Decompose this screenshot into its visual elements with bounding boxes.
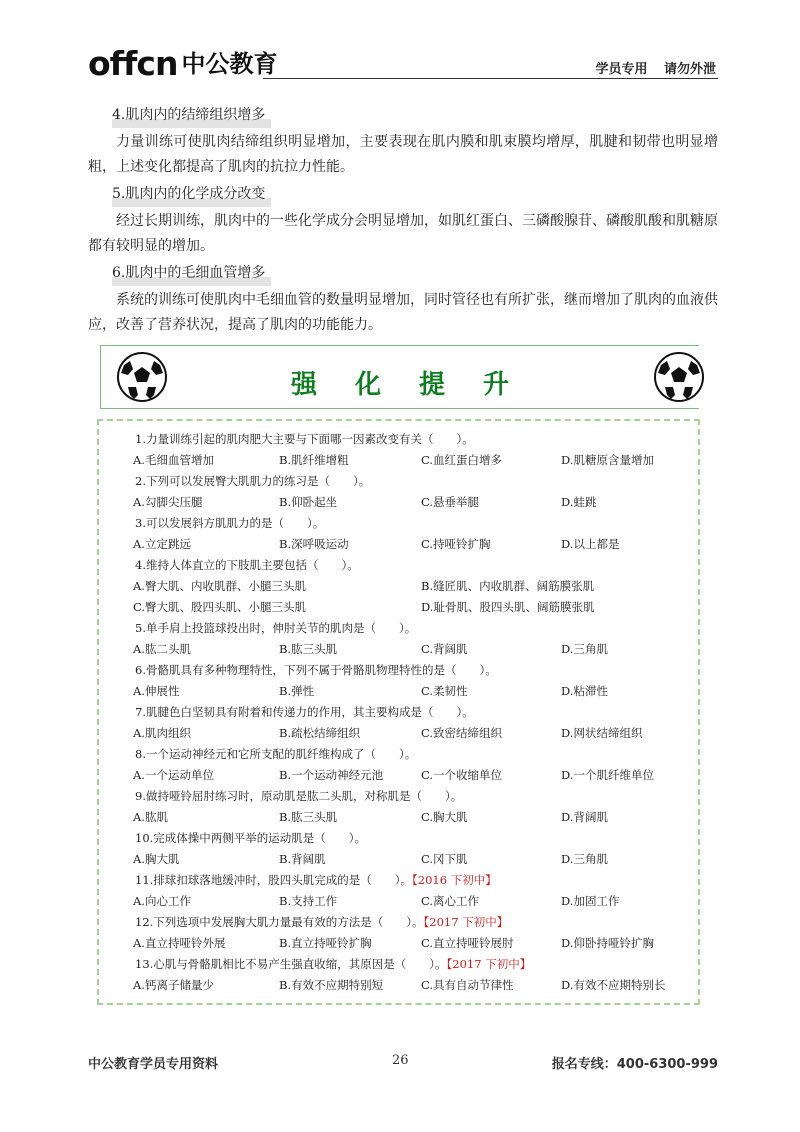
answer-option[interactable]: D.仰卧持哑铃扩胸 <box>561 936 654 950</box>
question-text: 5.单手肩上投篮球投出时，伸肘关节的肌肉是（ ）。 <box>135 621 417 635</box>
question-text: 7.肌腱色白坚韧具有附着和传递力的作用，其主要构成是（ ）。 <box>135 705 474 719</box>
question-stem <box>99 513 698 533</box>
section <box>88 182 718 259</box>
answer-option[interactable]: B.仰卧起坐 <box>279 495 338 509</box>
question-stem <box>99 954 698 974</box>
logo-cn-text: 中公教育 <box>181 50 278 78</box>
footer-left: 中公教育学员专用资料 <box>88 1057 219 1072</box>
footer-hotline: 报名专线：400-6300-999 <box>551 1057 718 1072</box>
section-paragraph: 系统的训练可使肌肉中毛细血管的数量明显增加，同时管径也有所扩张，继而增加了肌肉的血液供应，改善了营养状况，提高了肌肉的功能能力。 <box>88 292 718 333</box>
question-text: 10.完成体操中两侧平举的运动肌是（ ）。 <box>135 831 367 845</box>
answer-option[interactable]: C.一个收缩单位 <box>421 768 503 782</box>
answer-option[interactable]: C.柔韧性 <box>421 684 468 698</box>
answer-option[interactable]: C.血红蛋白增多 <box>421 453 503 467</box>
options-row <box>99 975 698 995</box>
answer-option[interactable]: B.深呼吸运动 <box>279 537 349 551</box>
exam-source-tag: 【2016 下初中】 <box>412 873 497 887</box>
section-heading: 4.肌肉内的结缔组织增多 <box>112 103 265 128</box>
answer-option[interactable]: D.三角肌 <box>561 852 608 866</box>
answer-option[interactable]: C.悬垂举腿 <box>421 495 480 509</box>
answer-option[interactable]: D.耻骨肌、股四头肌、阔筋膜张肌 <box>421 600 595 614</box>
answer-option[interactable]: C.具有自动节律性 <box>421 978 514 992</box>
answer-option[interactable]: B.有效不应期特别短 <box>279 978 384 992</box>
answer-option[interactable]: D.以上都是 <box>561 537 620 551</box>
logo-text: offcn <box>88 44 178 83</box>
answer-option[interactable]: A.肌肉组织 <box>133 726 191 740</box>
options-row <box>99 576 698 596</box>
question-text: 4.维持人体直立的下肢肌主要包括（ ）。 <box>135 558 359 572</box>
options-row <box>99 765 698 785</box>
options-row <box>99 723 698 743</box>
question-stem <box>99 870 698 890</box>
question-text: 1.力量训练引起的肌肉肥大主要与下面哪一因素改变有关（ ）。 <box>135 432 474 446</box>
answer-option[interactable]: A.伸展性 <box>133 684 180 698</box>
answer-option[interactable]: A.钙离子储量少 <box>133 978 214 992</box>
options-row <box>99 492 698 512</box>
question-text: 8.一个运动神经元和它所支配的肌纤维构成了（ ）。 <box>135 747 417 761</box>
answer-option[interactable]: B.支持工作 <box>279 894 338 908</box>
question-stem <box>99 618 698 638</box>
banner-title: 强化提升 <box>290 370 547 400</box>
answer-option[interactable]: A.臀大肌、内收肌群、小腿三头肌 <box>133 579 306 593</box>
answer-option[interactable]: C.冈下肌 <box>421 852 468 866</box>
question-stem <box>99 786 698 806</box>
answer-option[interactable]: C.离心工作 <box>421 894 480 908</box>
options-row <box>99 891 698 911</box>
section <box>88 103 718 180</box>
question-stem <box>99 555 698 575</box>
header-notice-2: 请勿外泄 <box>663 62 716 77</box>
answer-option[interactable]: A.肱二头肌 <box>133 642 191 656</box>
question-stem <box>99 660 698 680</box>
header-notice-1: 学员专用 <box>595 62 648 77</box>
answer-option[interactable]: A.胸大肌 <box>133 852 180 866</box>
answer-option[interactable]: D.蛙跳 <box>561 495 597 509</box>
answer-option[interactable]: C.背阔肌 <box>421 642 468 656</box>
options-row <box>99 534 698 554</box>
question-text: 12.下列选项中发展胸大肌力量最有效的方法是（ ）。【2017 下初中】 <box>135 915 509 929</box>
options-row <box>99 933 698 953</box>
options-row <box>99 639 698 659</box>
answer-option[interactable]: D.背阔肌 <box>561 810 608 824</box>
answer-option[interactable]: B.一个运动神经元池 <box>279 768 384 782</box>
question-text: 9.做持哑铃屈肘练习时，原动肌是肱二头肌，对称肌是（ ）。 <box>135 789 463 803</box>
offcn-logo <box>88 44 277 83</box>
question-text: 11.排球扣球落地缓冲时，股四头肌完成的是（ ）。【2016 下初中】 <box>135 873 497 887</box>
exam-source-tag: 【2017 下初中】 <box>423 915 509 929</box>
options-row <box>99 681 698 701</box>
options-row <box>99 450 698 470</box>
answer-option[interactable]: C.持哑铃扩胸 <box>421 537 491 551</box>
header-notice <box>583 58 716 77</box>
question-stem <box>99 744 698 764</box>
answer-option[interactable]: A.勾脚尖压腿 <box>133 495 203 509</box>
question-stem <box>99 702 698 722</box>
question-box <box>97 419 700 1005</box>
section <box>88 261 718 338</box>
answer-option[interactable]: B.肱三头肌 <box>279 642 338 656</box>
question-text: 13.心肌与骨骼肌相比不易产生强直收缩，其原因是（ ）。【2017 下初中】 <box>135 957 532 971</box>
answer-option[interactable]: D.三角肌 <box>561 642 608 656</box>
answer-option[interactable]: B.肱三头肌 <box>279 810 338 824</box>
question-text: 2.下列可以发展臀大肌肌力的练习是（ ）。 <box>135 474 371 488</box>
answer-option[interactable]: C.臀大肌、股四头肌、小腿三头肌 <box>133 600 307 614</box>
answer-option[interactable]: B.背阔肌 <box>279 852 326 866</box>
question-text: 6.骨骼肌具有多种物理特性，下列不属于骨骼肌物理特性的是（ ）。 <box>135 663 497 677</box>
page-number: 26 <box>392 1053 409 1068</box>
answer-option[interactable]: A.立定跳远 <box>133 537 191 551</box>
section-paragraph: 经过长期训练，肌肉中的一些化学成分会明显增加，如肌红蛋白、三磷酸腺苷、磷酸肌酸和肌糖原都有较明显的增加。 <box>88 213 718 254</box>
header-rule <box>263 78 718 79</box>
section-heading: 6.肌肉中的毛细血管增多 <box>112 261 265 286</box>
answer-option[interactable]: A.一个运动单位 <box>133 768 214 782</box>
question-stem <box>99 912 698 932</box>
soccer-ball-icon <box>653 351 705 403</box>
answer-option[interactable]: D.加固工作 <box>561 894 620 908</box>
page-header <box>88 44 718 84</box>
answer-option[interactable]: A.向心工作 <box>133 894 191 908</box>
question-stem <box>99 471 698 491</box>
exam-source-tag: 【2017 下初中】 <box>446 957 532 971</box>
options-row <box>99 597 698 617</box>
options-row <box>99 849 698 869</box>
answer-option[interactable]: D.粘滞性 <box>561 684 608 698</box>
answer-option[interactable]: B.肌纤维增粗 <box>279 453 349 467</box>
answer-option[interactable]: A.肱肌 <box>133 810 168 824</box>
answer-option[interactable]: B.直立持哑铃扩胸 <box>279 936 372 950</box>
question-stem <box>99 828 698 848</box>
answer-option[interactable]: C.胸大肌 <box>421 810 468 824</box>
body-text <box>88 103 718 340</box>
answer-option[interactable]: A.毛细血管增加 <box>133 453 214 467</box>
section-heading: 5.肌肉内的化学成分改变 <box>112 182 265 207</box>
answer-option[interactable]: D.一个肌纤维单位 <box>561 768 654 782</box>
answer-option[interactable]: C.直立持哑铃展肘 <box>421 936 514 950</box>
question-stem <box>99 429 698 449</box>
answer-option[interactable]: B.弹性 <box>279 684 315 698</box>
answer-option[interactable]: B.缝匠肌、内收肌群、阔筋膜张肌 <box>421 579 595 593</box>
practice-banner <box>100 345 699 409</box>
answer-option[interactable]: A.直立持哑铃外展 <box>133 936 226 950</box>
answer-option[interactable]: B.疏松结缔组织 <box>279 726 361 740</box>
answer-option[interactable]: D.肌糖原含量增加 <box>561 453 654 467</box>
section-paragraph: 力量训练可使肌肉结缔组织明显增加，主要表现在肌内膜和肌束膜均增厚，肌腱和韧带也明显增粗，上述变化都提高了肌肉的抗拉力性能。 <box>88 134 718 175</box>
options-row <box>99 807 698 827</box>
question-text: 3.可以发展斜方肌肌力的是（ ）。 <box>135 516 325 530</box>
answer-option[interactable]: C.致密结缔组织 <box>421 726 503 740</box>
answer-option[interactable]: D.网状结缔组织 <box>561 726 643 740</box>
answer-option[interactable]: D.有效不应期特别长 <box>561 978 666 992</box>
